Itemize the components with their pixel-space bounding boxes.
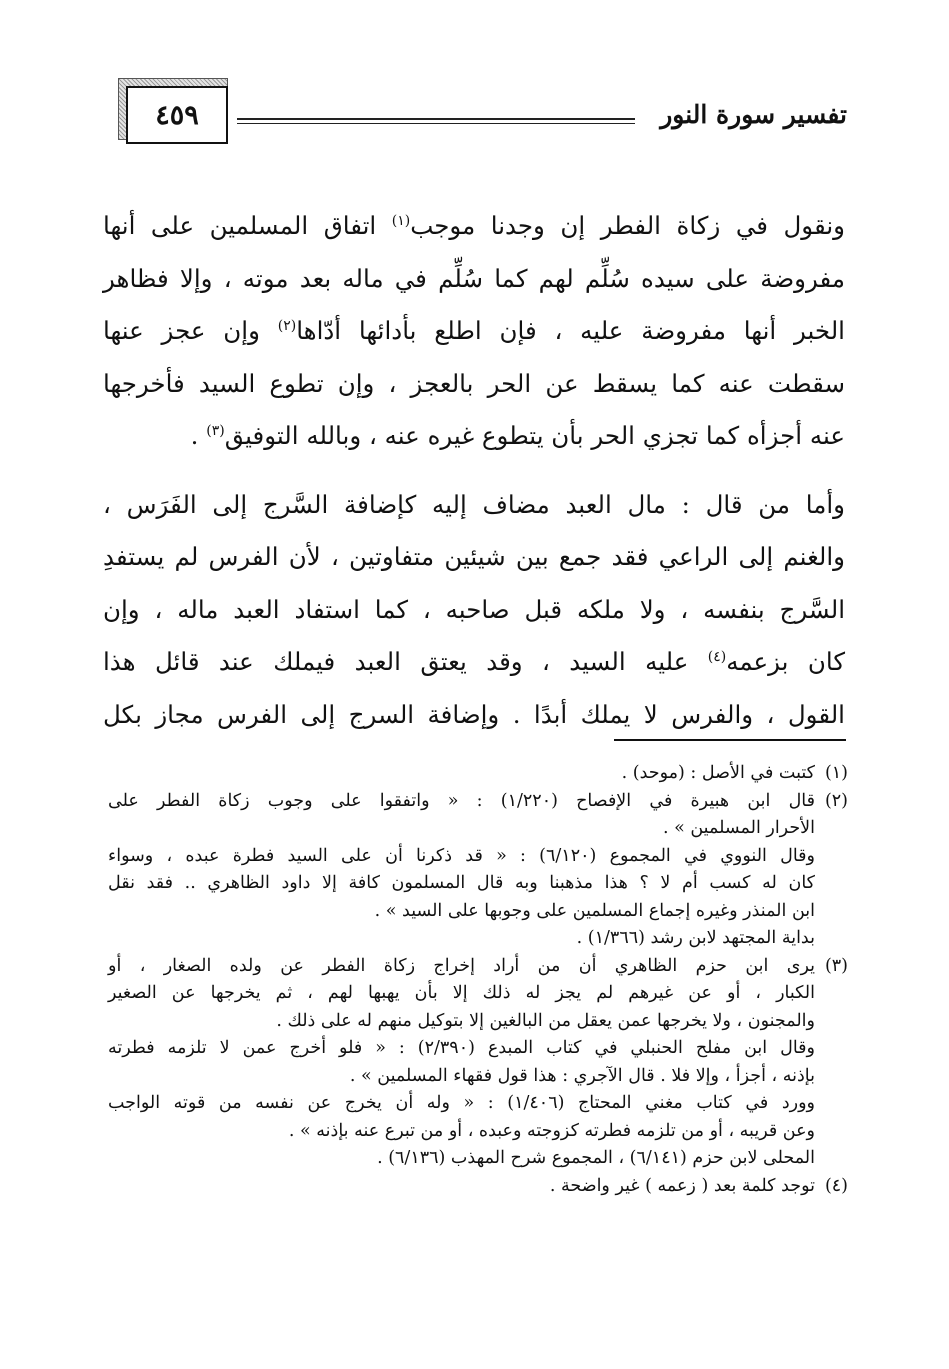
footnote-line: وورد في كتاب مغني المحتاج (١/٤٠٦) : « وله أن يخرج عن نفسه من قوته الواجب [108,1093,815,1113]
footnote-line: كتبت في الأصل : (موحد) . [621,763,815,783]
footnote-line: الكبار ، أو عن غيرهم لم يجز له ذلك إلا بأن يهبها لهم ، ثم يخرجها عن الصغير [108,983,815,1003]
footnote-ref[interactable]: (٣) [206,422,225,439]
footnote-number: (٣) [824,955,848,976]
text-line: كان بزعمه$^{(٤)}$ عليه السيد ، وقد يعتق العبد فيملك عند قائل هذا [103,647,845,676]
running-title: تفسير سورة النور [660,100,847,129]
footnote-line: يرى ابن حزم الظاهري أن من أراد إخراج زكاة الفطر عن ولده الصغار ، أو [108,955,815,976]
footnotes [108,760,848,1200]
paragraph-1 [103,200,845,463]
footnote-line: والمجنون ، ولا يخرجها عمن يعقل من البالغين إلا بتوكيل منهم له على ذلك . [276,1010,815,1031]
footnote-line: وعن قريبه ، أو من تلزمه فطرته كزوجته وعبده ، أو من تبرع عنه بإذنه » . [288,1120,815,1141]
footnote-line: المحلى لابن حزم (٦/١٤١) ، المجموع شرح المهذب (٦/١٣٦) . [377,1148,815,1168]
text-line: القول ، والفرس لا يملك أبدًا . وإضافة السرج إلى الفرس مجاز بكل [103,699,845,729]
footnote-ref[interactable]: (٤) [707,648,727,665]
footnote-ref[interactable]: (٢) [277,317,297,334]
page-number: ٤٥٩ [126,86,228,144]
page-number-frame [112,78,230,146]
footnote-number: (٢) [824,790,848,811]
text-line: والغنم إلى الراعي فقد جمع بين شيئين متفاوتين ، لأن الفرس لم يستفدِ [103,542,845,571]
footnote-line: توجد كلمة بعد ( زعمه ) غير واضحة . [549,1175,815,1196]
footnote-ref[interactable]: (١) [391,212,411,229]
footnote-line: قال ابن هبيرة في الإفصاح (١/٢٢٠) : « واتفقوا على وجوب زكاة الفطر على [108,790,815,811]
main-text [103,200,845,741]
footnote-line: بإذنه ، أجزأ ، وإلا فلا . قال الآجري : هذا قول فقهاء المسلمين » . [349,1065,815,1086]
footnote-line: وقال النووي في المجموع (٦/١٢٠) : « قد ذكرنا أن على السيد فطرة عبده ، وسواء [108,845,815,866]
footnote-number: (٤) [824,1175,848,1196]
footnote-line: كان له كسب أم لا ؟ هذا مذهبنا وبه قال المسلمون كافة إلا داود الظاهري .. فقد نقل [108,873,815,893]
header-rule [237,118,635,124]
footnote-2 [108,788,848,953]
footnote-3 [108,953,848,1173]
page-header [112,78,847,158]
text-line: مفروضة على سيده سُلِّم لهم كما سُلِّم في ماله بعد موته ، وإلا فظاهر [103,263,845,293]
text-line: وأما من قال : مال العبد مضاف إليه كإضافة السَّرج إلى الفَرَس ، [103,489,845,519]
footnote-separator [614,739,846,741]
footnote-line: وقال ابن مفلح الحنبلي في كتاب المبدع (٢/٣٩٠) : « فلو أخرج عمن لا تلزمه فطرته [108,1038,815,1058]
footnote-line: ابن المنذر وغيره إجماع المسلمين على وجوبها على السيد » . [374,900,815,921]
text-line: ونقول في زكاة الفطر إن وجدنا موجب$^{(١)}$ اتفاق المسلمين على أنها [103,211,845,240]
text-line: عنه أجزأه كما تجزي الحر بأن يتطوع غيره عنه ، وبالله التوفيق$^{(٣)}$ . [190,421,845,450]
footnote-1 [108,760,848,788]
footnote-line: الأحرار المسلمين » . [662,818,815,838]
text-line: سقطت عنه كما يسقط عن الحر بالعجز ، وإن تطوع السيد فأخرجها [103,368,845,398]
text-line: الخبر أنها مفروضة عليه ، فإن اطلع بأدائها أدّاها$^{(٢)}$ وإن عجز عنها [103,316,845,345]
paragraph-2 [103,479,845,742]
footnote-4 [108,1173,848,1201]
text-line: السَّرج بنفسه ، ولا ملكه قبل صاحبه ، كما استفاد العبد ماله ، وإن [103,594,845,624]
footnote-line: بداية المجتهد لابن رشد (١/٣٦٦) . [576,928,815,948]
footnote-number: (١) [824,763,848,783]
